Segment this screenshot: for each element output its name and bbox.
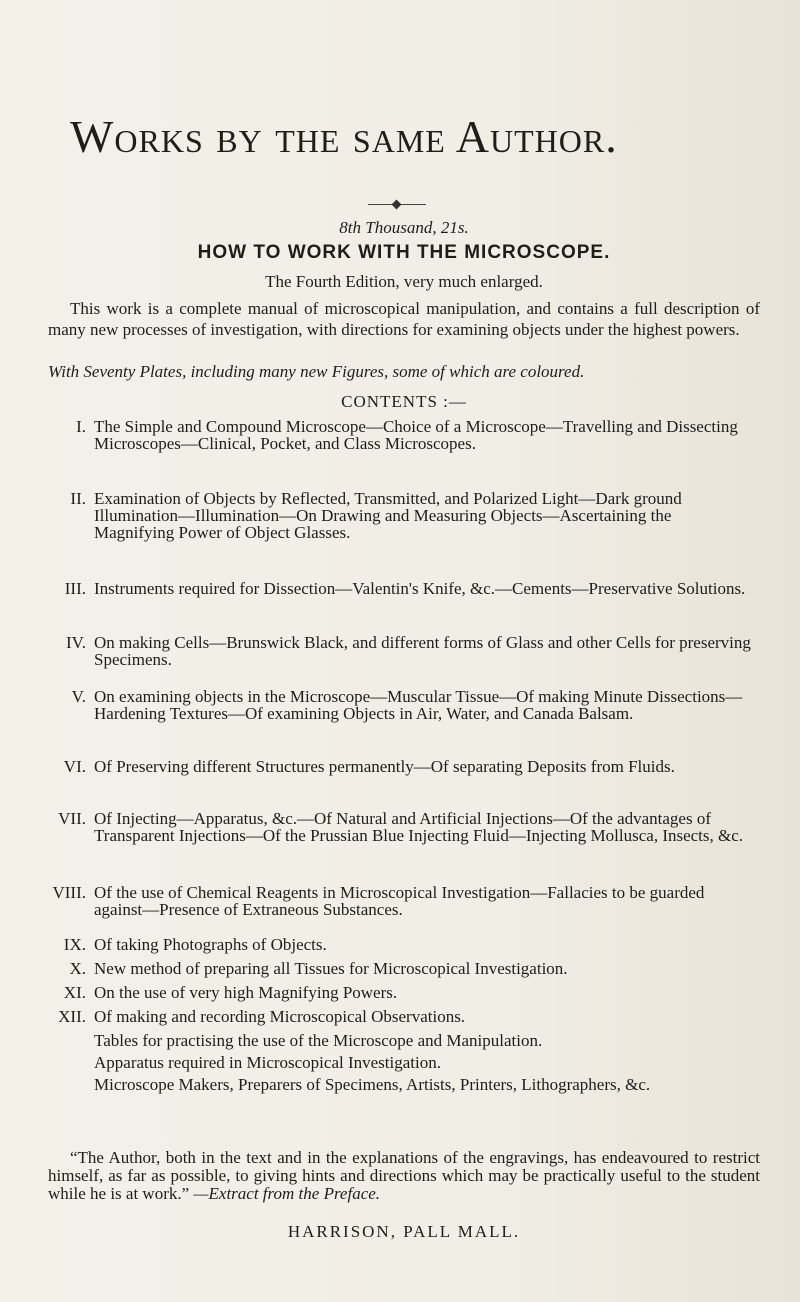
publisher: HARRISON, PALL MALL. [287,1222,521,1241]
contents-item-number: XI. [63,983,86,1002]
contents-item-number: VII. [58,809,86,828]
contents-item-number: VI. [63,757,86,776]
contents-item-text: Instruments required for Dissection—Valentin's Knife, &c.—Cements—Preservative Solutions. [94,579,746,598]
contents-item-text: Examination of Objects by Reflected, Transmitted, and Polarized Light—Dark ground Illumination—Illumination—On Drawing and Measuring Objects—Ascertaining the Magnifying Power of Object Glasses. [94,489,682,542]
contents-item-text: Of Preserving different Structures permanently—Of separating Deposits from Fluids. [94,757,675,776]
contents-item-text: New method of preparing all Tissues for Microscopical Investigation. [94,959,568,978]
contents-item-number: IV. [66,633,86,652]
contents-item-text: Of taking Photographs of Objects. [94,935,327,954]
contents-item-text: Of making and recording Microscopical Observations. [94,1007,466,1026]
plates-note: With Seventy Plates, including many new Figures, some of which are coloured. [48,362,585,381]
contents-item-text: Of Injecting—Apparatus, &c.—Of Natural and Artificial Injections—Of the advantages of Transparent Injections—Of the Prussian Blue Injecting Fluid—Injecting Mollusca, Insects, &c. [94,809,744,845]
contents-item-number: II. [70,489,86,508]
page-title: Works by the same Author. [70,111,618,162]
contents-heading: CONTENTS :— [341,392,467,411]
book-title: HOW TO WORK WITH THE MICROSCOPE. [197,242,611,263]
quote-source: —Extract from the Preface. [193,1184,381,1203]
contents-item-number: XII. [58,1007,86,1026]
preface-quote [48,1149,760,1203]
contents-item-text: The Simple and Compound Microscope—Choice of a Microscope—Travelling and Dissecting Microscopes—Clinical, Pocket, and Class Microscopes. [94,417,738,453]
contents-item-text: Of the use of Chemical Reagents in Microscopical Investigation—Fallacies to be guarded against—Presence of Extraneous Substances. [94,883,705,919]
quote-text: “The Author, both in the text and in the explanations of the engravings, has endeavoured to restrict himself, as far as possible, to giving hints and directions which may be practically useful to the student while he is at work.” [48,1148,760,1203]
description: This work is a complete manual of microscopical manipulation, and contains a full description of many new processes of investigation, with directions for examining objects under the highest powers. [48,299,760,339]
contents-item-number: X. [69,959,86,978]
edition-statement: The Fourth Edition, very much enlarged. [265,272,543,291]
contents-item-number: I. [76,417,86,436]
tables-line: Tables for practising the use of the Microscope and Manipulation. [94,1031,543,1050]
contents-item-number: IX. [63,935,86,954]
contents-item-number: V. [71,687,86,706]
tables-line: Microscope Makers, Preparers of Specimens, Artists, Printers, Lithographers, &c. [94,1075,651,1094]
contents-item-text: On examining objects in the Microscope—Muscular Tissue—Of making Minute Dissections—Hardening Textures—Of examining Objects in Air, Water, and Canada Balsam. [94,687,743,723]
contents-item-number: III. [64,579,86,598]
tables-list [94,1032,754,1098]
ornamental-divider [368,201,426,209]
contents-item-text: On the use of very high Magnifying Powers. [94,983,398,1002]
contents-item-text: On making Cells—Brunswick Black, and different forms of Glass and other Cells for preserving Specimens. [94,633,751,669]
tables-line: Apparatus required in Microscopical Investigation. [94,1053,441,1072]
edition-note: 8th Thousand, 21s. [339,218,469,237]
contents-item-number: VIII. [52,883,86,902]
